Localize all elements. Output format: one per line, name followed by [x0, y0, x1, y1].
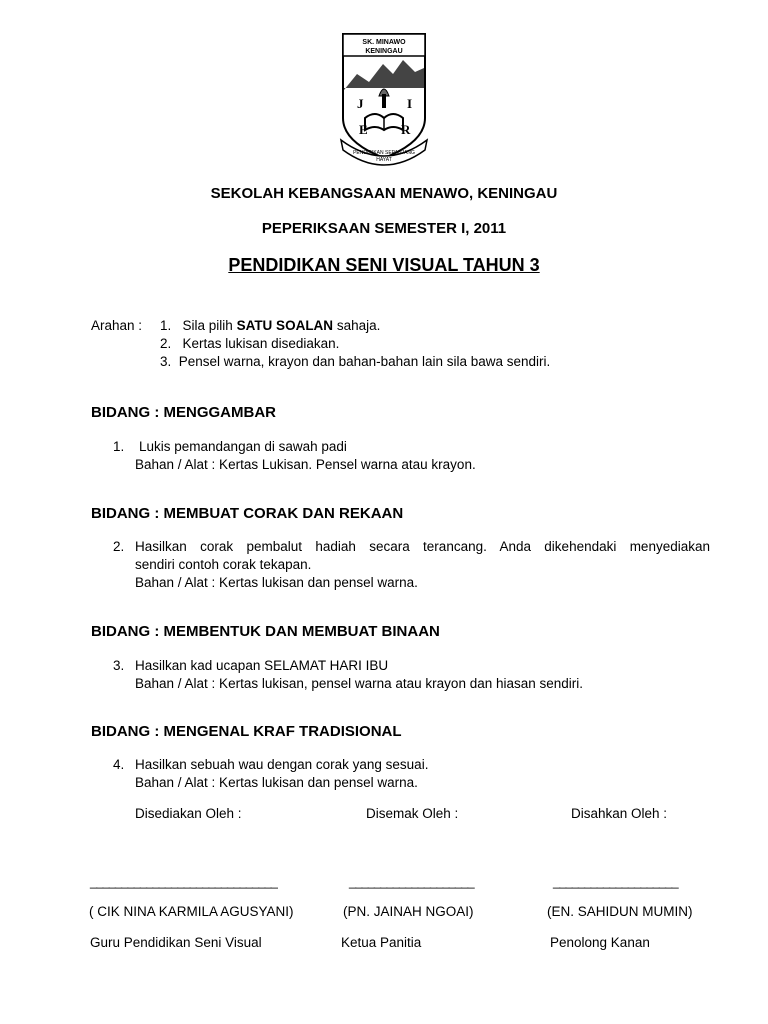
- instruction-item-3: [160, 353, 550, 371]
- question-text-1: Lukis pemandangan di sawah padi: [139, 439, 347, 454]
- question-text-2a: Hasilkan corak pembalut hadiah secara terancang. Anda dikehendaki menyediakan: [135, 539, 710, 554]
- question-material-1: Bahan / Alat : Kertas Lukisan. Pensel warna atau krayon.: [135, 457, 476, 472]
- exam-title: PEPERIKSAAN SEMESTER I, 2011: [261, 220, 507, 237]
- crest-letter-4: R: [401, 122, 411, 137]
- crest-motto-line2: HAYAT: [376, 157, 392, 163]
- instruction-num: 2.: [160, 336, 172, 351]
- instruction-item-1: [160, 317, 380, 335]
- instruction-text: Kertas lukisan disediakan.: [182, 336, 340, 351]
- question-material-4: Bahan / Alat : Kertas lukisan dan pensel warna.: [135, 775, 418, 790]
- signatory-role-reviewed: Ketua Panitia: [341, 935, 422, 950]
- subject-title: PENDIDIKAN SENI VISUAL TAHUN 3: [228, 255, 540, 275]
- signature-label-prepared: Disediakan Oleh :: [135, 806, 242, 821]
- signatory-name-reviewed: (PN. JAINAH NGOAI): [343, 904, 474, 919]
- signature-line-approved: ____________________: [553, 874, 678, 889]
- instruction-item-2: [160, 335, 339, 353]
- question-material-3: Bahan / Alat : Kertas lukisan, pensel warna atau krayon dan hiasan sendiri.: [135, 676, 584, 691]
- signature-label-reviewed: Disemak Oleh :: [366, 806, 459, 821]
- section-heading-3: BIDANG : MEMBENTUK DAN MEMBUAT BINAAN: [91, 623, 440, 640]
- question-text-4: Hasilkan sebuah wau dengan corak yang sesuai.: [135, 757, 429, 772]
- question-number-4: 4.: [113, 757, 125, 772]
- crest-school-line2: KENINGAU: [365, 48, 403, 55]
- school-crest-logo: [335, 30, 433, 170]
- crest-letter-3: E: [359, 122, 368, 137]
- instruction-bold: SATU SOALAN: [236, 318, 334, 333]
- signatory-role-prepared: Guru Pendidikan Seni Visual: [90, 935, 262, 950]
- instruction-text-end: sahaja.: [333, 318, 381, 333]
- section-heading-2: BIDANG : MEMBUAT CORAK DAN REKAAN: [91, 505, 404, 522]
- question-number-3: 3.: [113, 658, 125, 673]
- question-text-3: Hasilkan kad ucapan SELAMAT HARI IBU: [135, 658, 389, 673]
- signature-label-approved: Disahkan Oleh :: [571, 806, 668, 821]
- crest-letter-2: I: [407, 96, 413, 111]
- crest-letter-1: J: [357, 96, 364, 111]
- school-name: SEKOLAH KEBANGSAAN MENAWO, KENINGAU: [210, 185, 558, 202]
- section-heading-4: BIDANG : MENGENAL KRAF TRADISIONAL: [91, 723, 402, 740]
- question-number-1: 1.: [113, 439, 125, 454]
- question-text-2b: sendiri contoh corak tekapan.: [135, 557, 312, 572]
- crest-motto-line1: PENDIDIKAN SEPANJANG: [353, 150, 415, 156]
- signature-line-prepared: ______________________________: [90, 874, 277, 889]
- signature-line-reviewed: ____________________: [349, 874, 474, 889]
- instruction-num: 3.: [160, 354, 172, 369]
- crest-school-line1: SK. MINAWO: [362, 39, 406, 46]
- signatory-name-approved: (EN. SAHIDUN MUMIN): [547, 904, 693, 919]
- section-heading-1: BIDANG : MENGGAMBAR: [91, 404, 276, 421]
- question-number-2: 2.: [113, 539, 125, 554]
- instruction-text: Sila pilih: [182, 318, 237, 333]
- question-material-2: Bahan / Alat : Kertas lukisan dan pensel warna.: [135, 575, 418, 590]
- signatory-name-prepared: ( CIK NINA KARMILA AGUSYANI): [89, 904, 294, 919]
- instruction-num: 1.: [160, 318, 172, 333]
- signatory-role-approved: Penolong Kanan: [550, 935, 650, 950]
- instruction-text: Pensel warna, krayon dan bahan-bahan lain sila bawa sendiri.: [178, 354, 551, 369]
- instructions-label: Arahan :: [91, 318, 143, 333]
